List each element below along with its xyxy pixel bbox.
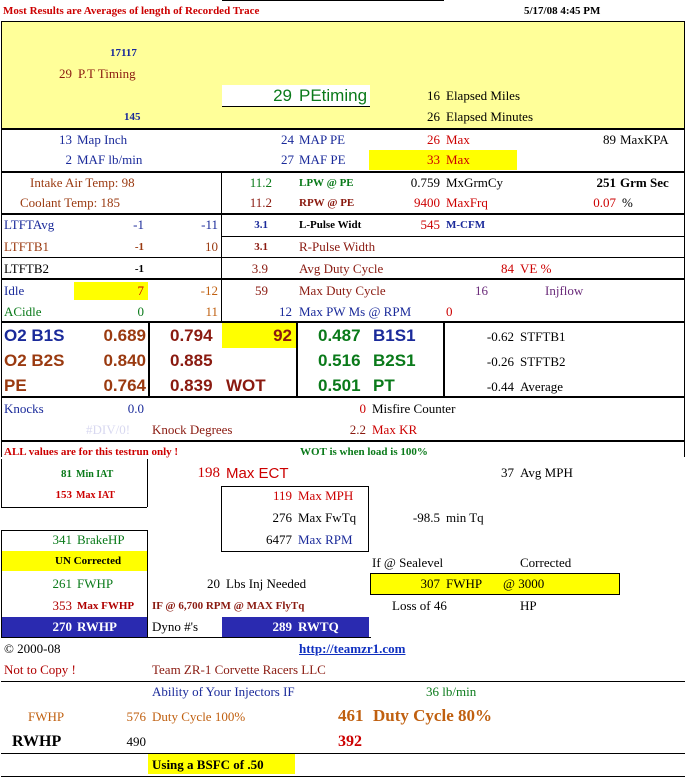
max-fwtq-value: 276	[272, 510, 292, 525]
maxkpa-label: MaxKPA	[620, 132, 669, 147]
maxkr-label: Max KR	[372, 422, 418, 437]
map-pe-value: 24	[281, 132, 294, 147]
rpulse-value: 3.1	[254, 241, 268, 253]
mcfm-value: 545	[420, 217, 440, 232]
average-value: -0.44	[486, 379, 514, 394]
b1s1-label: B1S1	[373, 326, 416, 345]
ltftb2-label: LTFTB2	[4, 261, 50, 276]
knocks-value: 0.0	[127, 401, 144, 416]
fwhp-80-value: 461	[338, 706, 364, 725]
loss-label: Loss of 46	[392, 598, 447, 613]
max-fwhp-value: 353	[52, 598, 72, 613]
maxpw-value: 12	[279, 304, 292, 319]
pct-symbol: %	[622, 195, 633, 210]
ltftavg-label: LTFTAvg	[4, 217, 55, 232]
mxgrmcy-value: 0.759	[410, 175, 440, 190]
brakehp-label: BrakeHP	[77, 532, 125, 547]
maf-label: MAF lb/min	[77, 152, 143, 167]
mxgrmcy-label: MxGrmCy	[446, 175, 504, 190]
rpulse-label: R-Pulse Width	[299, 239, 376, 254]
max-rpm-label: Max RPM	[298, 532, 353, 547]
min-tq-label: min Tq	[446, 510, 484, 525]
min-tq-value: -98.5	[412, 510, 440, 525]
coolant-temp: Coolant Temp: 185	[20, 195, 120, 210]
max-iat-value: 153	[55, 489, 72, 501]
fwhp-label: FWHP	[77, 576, 114, 591]
maf-pe-label: MAF PE	[299, 152, 346, 167]
ltftavg-b: -11	[201, 217, 218, 232]
ability-label: Ability of Your Injectors IF	[152, 684, 295, 699]
maxduty-label: Max Duty Cycle	[299, 283, 386, 298]
rwhp-value: 270	[52, 619, 72, 634]
ltftb1-label: LTFTB1	[4, 239, 50, 254]
acidle-label: ACidle	[4, 304, 42, 319]
wot-value: 0.839	[170, 376, 213, 395]
maxfrq-value: 9400	[414, 195, 440, 210]
min-iat-value: 81	[61, 468, 72, 480]
lb-min-label: 36 lb/min	[426, 684, 477, 699]
acidle-b: 11	[205, 304, 218, 319]
stftb2-label: STFTB2	[520, 354, 566, 369]
min-iat-label: Min IAT	[76, 469, 114, 480]
maxkpa-value: 89	[603, 132, 616, 147]
max-fwtq-label: Max FwTq	[298, 510, 357, 525]
inj-needed-label: Lbs Inj Needed	[226, 576, 307, 591]
o2-b2s-value: 0.840	[103, 351, 146, 370]
pt-timing-label: P.T Timing	[78, 66, 136, 81]
o2-b1s-pct: 92	[273, 326, 292, 345]
max-iat-label: Max IAT	[76, 490, 115, 501]
max1-value: 26	[427, 132, 440, 147]
if-6700-note: IF @ 6,700 RPM @ MAX FlyTq	[152, 600, 305, 612]
fwhp-100-value: 576	[126, 709, 146, 724]
wot-note: WOT is when load is 100%	[300, 446, 428, 458]
rwhp-label: RWHP	[77, 619, 117, 634]
bsfc-note: Using a BSFC of .50	[152, 757, 264, 772]
intake-air-temp: Intake Air Temp: 98	[30, 175, 135, 190]
corrected-fwhp-label: FWHP	[446, 576, 483, 591]
lpw-value: 11.2	[249, 175, 272, 190]
max2-highlight	[369, 150, 517, 170]
elapsed-miles-value: 16	[427, 88, 440, 103]
lpulse-value: 3.1	[254, 219, 268, 231]
o2-b1s-value: 0.689	[103, 326, 146, 345]
duty-80-label: Duty Cycle 80%	[373, 706, 492, 725]
o2-b1s-max: 0.794	[170, 326, 213, 345]
idle-b: -12	[200, 283, 218, 298]
pt-timing-value: 29	[59, 66, 72, 81]
b2s1-value: 0.516	[318, 351, 361, 370]
o2-b2s-max: 0.885	[170, 351, 213, 370]
corrected-label: Corrected	[520, 555, 572, 570]
value-145: 145	[124, 111, 141, 123]
elapsed-miles-label: Elapsed Miles	[446, 88, 521, 103]
acidle-a: 0	[137, 304, 144, 319]
corrected-fwhp-value: 307	[420, 576, 440, 591]
stftb2-value: -0.26	[486, 354, 514, 369]
pe-label: PE	[4, 376, 27, 395]
header-datetime: 5/17/08 4:45 PM	[524, 5, 601, 17]
max1-label: Max	[446, 132, 470, 147]
fwhp-value: 261	[52, 576, 72, 591]
copyright: © 2000-08	[4, 641, 61, 656]
lpulse-label: L-Pulse Widt	[299, 219, 362, 231]
injflow-value: 16	[475, 283, 488, 298]
misfire-value: 0	[359, 401, 366, 416]
max-ect-label: Max ECT	[226, 465, 289, 482]
map-pe-label: MAP PE	[299, 132, 346, 147]
wot-label: WOT	[226, 376, 266, 395]
ltftb2-a: -1	[134, 263, 144, 275]
teamzr1-link[interactable]: http://teamzr1.com	[299, 641, 406, 656]
max-ect-value: 198	[197, 465, 220, 481]
rpw-value: 11.2	[249, 195, 272, 210]
average-label: Average	[520, 379, 564, 394]
max2-label: Max	[446, 152, 470, 167]
stftb1-label: STFTB1	[520, 329, 566, 344]
inj-needed-value: 20	[207, 576, 220, 591]
pe-value: 0.764	[103, 376, 146, 395]
header-note: Most Results are Averages of length of Recorded Trace	[3, 5, 260, 17]
dyno-label: Dyno #'s	[152, 619, 199, 634]
misfire-label: Misfire Counter	[372, 401, 456, 416]
max-rpm-value: 6477	[266, 532, 292, 547]
grmsec-value: 251	[596, 175, 616, 190]
all-values-note: ALL values are for this testrun only !	[4, 446, 179, 458]
corrected-at-rpm: @ 3000	[503, 576, 545, 591]
sealevel-label: If @ Sealevel	[372, 555, 444, 570]
uncorrected-label: UN Corrected	[55, 555, 122, 567]
maf-value: 2	[65, 152, 72, 167]
div0-error: #DIV/0!	[86, 422, 131, 437]
maxduty-value: 59	[255, 283, 268, 298]
max2-value: 33	[427, 152, 440, 167]
b2s1-label: B2S1	[373, 351, 416, 370]
rwtq-label: RWTQ	[298, 619, 339, 634]
max-mph-label: Max MPH	[298, 488, 354, 503]
pct-value: 0.07	[593, 195, 616, 210]
not-to-copy: Not to Copy !	[4, 662, 76, 677]
map-inch-value: 13	[59, 132, 72, 147]
ve-label: VE %	[520, 261, 552, 276]
maxpw-label: Max PW Ms @ RPM	[299, 304, 412, 319]
rwtq-value: 289	[272, 619, 292, 634]
lpw-label: LPW @ PE	[299, 177, 354, 189]
maf-pe-value: 27	[281, 152, 294, 167]
avgduty-value: 3.9	[251, 261, 268, 276]
elapsed-minutes-value: 26	[427, 109, 440, 124]
ltftavg-a: -1	[133, 217, 144, 232]
pt-value: 0.501	[318, 376, 361, 395]
brakehp-value: 341	[52, 532, 72, 547]
mcfm-label: M-CFM	[446, 219, 486, 231]
ve-value: 84	[501, 261, 514, 276]
footer-fwhp-label: FWHP	[28, 709, 65, 724]
map-inch-label: Map Inch	[77, 132, 128, 147]
ltftb1-a: -1	[134, 241, 144, 253]
pe-timing-value: 29	[273, 86, 292, 105]
pe-timing-label: PEtiming	[299, 86, 368, 105]
rwhp-box	[1, 617, 147, 637]
rpw-label: RPW @ PE	[299, 197, 355, 209]
grmsec-label: Grm Sec	[620, 175, 669, 190]
elapsed-minutes-label: Elapsed Minutes	[446, 109, 534, 124]
duty-100-label: Duty Cycle 100%	[152, 709, 246, 724]
hp-label: HP	[520, 598, 537, 613]
maxkr-value: 2.2	[349, 422, 366, 437]
knock-degrees-label: Knock Degrees	[152, 422, 233, 437]
ltftb1-b: 10	[205, 239, 218, 254]
max-fwhp-label: Max FWHP	[77, 600, 135, 612]
avgduty-label: Avg Duty Cycle	[299, 261, 384, 276]
max-mph-value: 119	[272, 488, 292, 503]
b1s1-value: 0.487	[318, 326, 361, 345]
value-17117: 17117	[110, 47, 137, 59]
maxfrq-label: MaxFrq	[446, 195, 488, 210]
idle-a: 7	[137, 283, 144, 298]
team-name: Team ZR-1 Corvette Racers LLC	[152, 662, 326, 677]
footer-rwhp-label: RWHP	[12, 733, 62, 750]
injflow-label: Injflow	[545, 283, 584, 298]
stftb1-value: -0.62	[486, 329, 514, 344]
o2-b2s-label: O2 B2S	[4, 351, 65, 370]
avg-mph-value: 37	[501, 465, 514, 480]
rwhp-100-value: 490	[126, 734, 146, 749]
idle-label: Idle	[4, 283, 25, 298]
knocks-label: Knocks	[4, 401, 44, 416]
rwhp-80-value: 392	[338, 733, 362, 750]
pt-label: PT	[373, 376, 395, 395]
o2-b1s-label: O2 B1S	[4, 326, 65, 345]
maxpw-rpm: 0	[446, 304, 453, 319]
avg-mph-label: Avg MPH	[520, 465, 573, 480]
